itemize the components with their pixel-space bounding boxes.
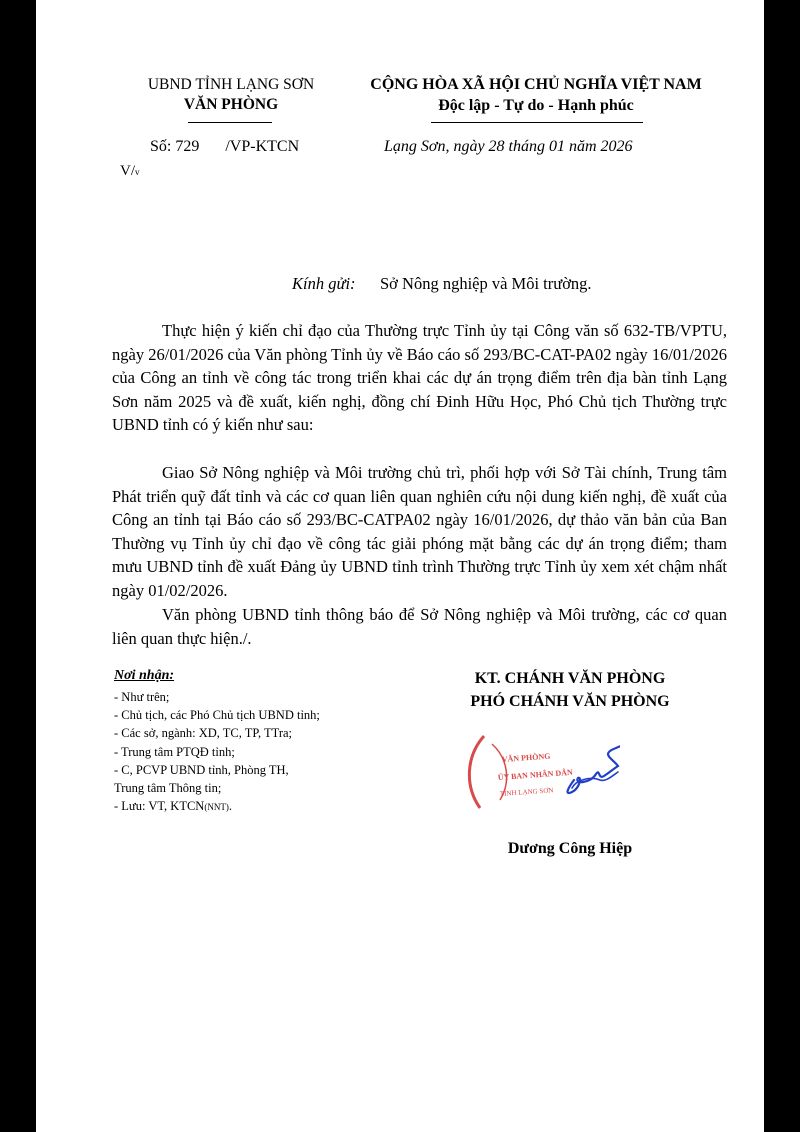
body-paragraph-3-text: Văn phòng UBND tỉnh thông báo để Sở Nông nghiệp và Môi trường, các cơ quan liên quan thực hiện./. — [112, 605, 727, 648]
distribution-item-archive — [114, 797, 320, 816]
place-and-date: Lạng Sơn, ngày 28 tháng 01 năm 2026 — [384, 138, 633, 155]
signer-name: Dương Công Hiệp — [507, 840, 633, 857]
body-paragraph-3 — [112, 603, 727, 650]
svg-text:TỈNH LẠNG SƠN: TỈNH LẠNG SƠN — [499, 786, 554, 798]
document-number-prefix: Số: 729 — [150, 138, 200, 155]
subject-prefix-small: v — [135, 167, 140, 177]
distribution-item: - Trung tâm PTQĐ tỉnh; — [114, 744, 235, 759]
svg-text:ỦY BAN NHÂN DÂN: ỦY BAN NHÂN DÂN — [497, 767, 574, 782]
document-number — [150, 138, 299, 156]
official-stamp-and-signature — [440, 718, 620, 818]
distribution-item: - Như trên; — [114, 690, 170, 704]
archive-suffix: . — [228, 799, 232, 814]
svg-text:VĂN PHÒNG: VĂN PHÒNG — [501, 751, 551, 764]
recipient-label: Kính gửi: — [292, 274, 356, 293]
distribution-item: Trung tâm Thông tin; — [114, 781, 222, 796]
national-title: CỘNG HÒA XÃ HỘI CHỦ NGHĨA VIỆT NAM — [370, 76, 702, 93]
recipient-value: Sở Nông nghiệp và Môi trường. — [380, 274, 592, 293]
body-paragraph-2-text: Giao Sở Nông nghiệp và Môi trường chủ trì, phối hợp với Sở Tài chính, Trung tâm Phát triển quỹ đất tỉnh và các cơ quan liên quan nghiên cứu nội dung kiến nghị, đề xuất của Công an tỉnh tại Báo cáo số 293/BC-CATPA02 ngày 16/01/2026, dự thảo văn bản của Ban Thường vụ Tỉnh ủy chỉ đạo về công tác giải phóng mặt bằng các dự án trọng điểm; tham mưu UBND tỉnh đề xuất Đảng ủy UBND tỉnh trình Thường trực Tỉnh ủy xem xét chậm nhất ngày 01/02/2026. — [112, 463, 727, 600]
issuing-authority: UBND TỈNH LẠNG SƠN — [147, 76, 315, 93]
distribution-list — [114, 688, 320, 816]
distribution-item: - Các sở, ngành: XD, TC, TP, TTra; — [114, 726, 293, 741]
body-paragraph-2 — [112, 461, 727, 602]
signature-title-2: PHÓ CHÁNH VĂN PHÒNG — [470, 693, 670, 710]
signature-title-1: KT. CHÁNH VĂN PHÒNG — [474, 670, 666, 687]
document-number-suffix: /VP-KTCN — [225, 138, 300, 155]
org-underline — [188, 122, 272, 123]
recipient-block — [116, 270, 638, 298]
distribution-item: - C, PCVP UBND tỉnh, Phòng TH, — [114, 762, 289, 777]
archive-initials: (NNT) — [204, 802, 229, 813]
stamp-seal-icon — [469, 736, 573, 808]
motto-underline — [431, 122, 643, 123]
national-motto: Độc lập - Tự do - Hạnh phúc — [438, 97, 634, 114]
archive-prefix: - Lưu: VT, KTCN — [114, 799, 205, 814]
body-paragraph-1 — [112, 319, 727, 437]
distribution-title: Nơi nhận: — [114, 668, 175, 683]
body-paragraph-1-text: Thực hiện ý kiến chỉ đạo của Thường trực Tỉnh ủy tại Công văn số 632-TB/VPTU, ngày 26/01/2026 của Văn phòng Tỉnh ủy về Báo cáo số 293/BC-CAT-PA02 ngày 16/01/2026 của Công an tỉnh về công tác trong triển khai các dự án trọng điểm trên địa bàn tỉnh Lạng Sơn năm 2025 và đề xuất, kiến nghị, đồng chí Đinh Hữu Học, Phó Chủ tịch Thường trực UBND tỉnh có ý kiến như sau: — [112, 321, 727, 434]
subject-line — [120, 163, 140, 180]
document-page — [36, 0, 764, 1132]
distribution-item: - Chủ tịch, các Phó Chủ tịch UBND tỉnh; — [114, 708, 320, 723]
subject-prefix: V/ — [120, 163, 135, 179]
issuing-office: VĂN PHÒNG — [183, 96, 279, 113]
handwritten-signature-icon — [568, 738, 620, 793]
